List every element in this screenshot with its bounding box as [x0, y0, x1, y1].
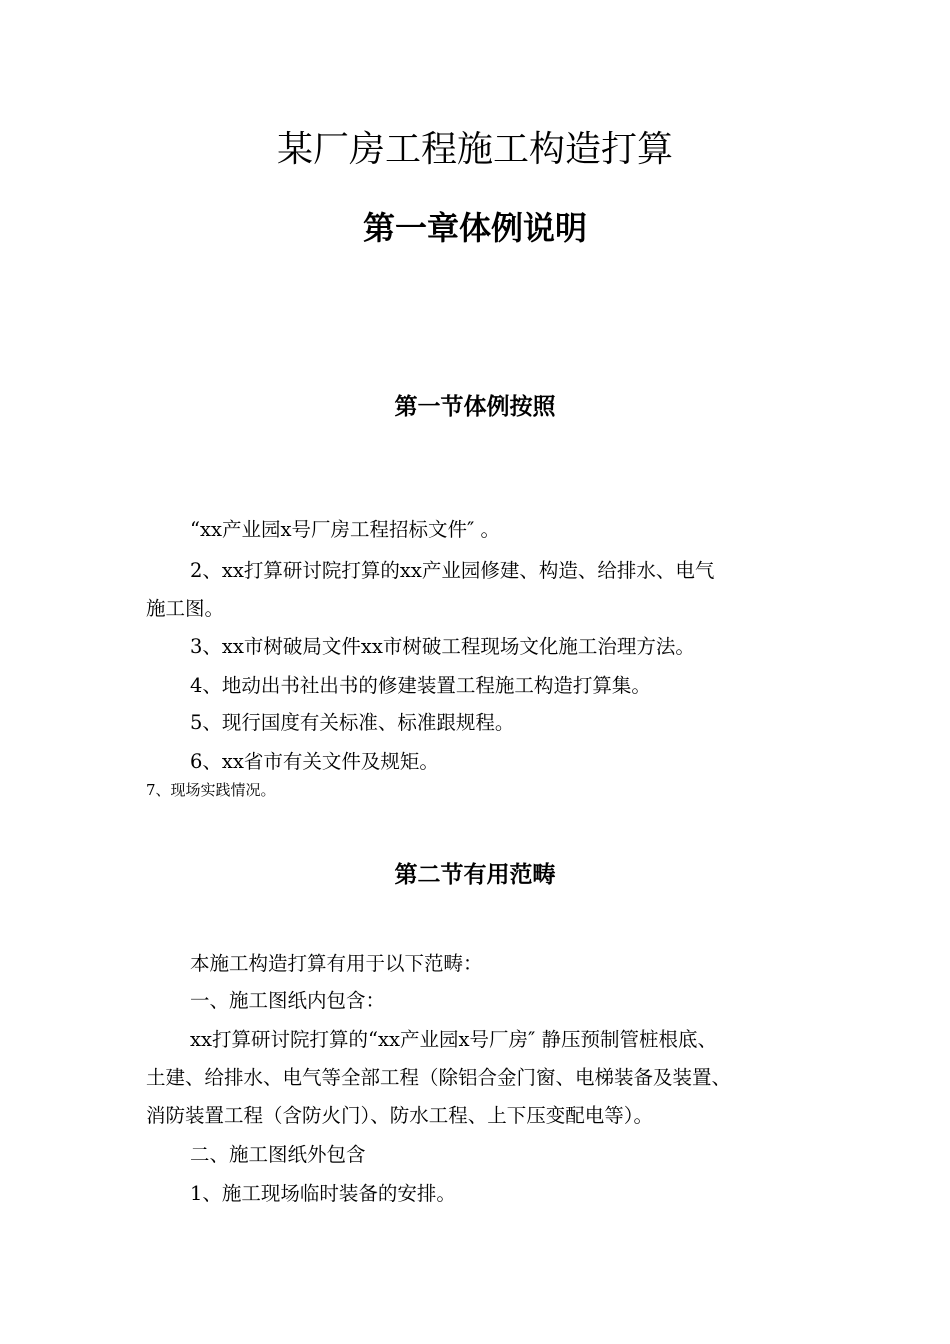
- basis-line-7: 7、现场实践情况。: [146, 781, 276, 799]
- basis-line-3: 3、xx市树破局文件xx市树破工程现场文化施工治理方法。: [190, 635, 695, 658]
- basis-line-4: 4、地动出书社出书的修建装置工程施工构造打算集。: [190, 674, 651, 697]
- scope-line-intro: 本施工构造打算有用于以下范畴：: [190, 952, 483, 975]
- scope-line-outside-1: 1、施工现场临时装备的安排。: [190, 1182, 456, 1205]
- scope-line-inside-detail-1: xx打算研讨院打算的“xx产业园x号厂房″ 静压预制管桩根底、: [190, 1028, 717, 1051]
- scope-line-inside: 一、施工图纸内包含：: [190, 989, 386, 1012]
- section-heading-basis: 第一节体例按照: [394, 393, 556, 420]
- chapter-title: 第一章体例说明: [362, 209, 587, 247]
- scope-line-inside-detail-3: 消防装置工程（含防火门）、防水工程、上下压变配电等）。: [146, 1104, 654, 1127]
- document-title: 某厂房工程施工构造打算: [276, 129, 673, 170]
- section-heading-scope: 第二节有用范畴: [394, 861, 556, 888]
- scope-line-inside-detail-2: 土建、给排水、电气等全部工程（除铝合金门窗、电梯装备及装置、: [146, 1066, 732, 1089]
- scope-line-outside: 二、施工图纸外包含: [190, 1143, 366, 1166]
- basis-line-2: 2、xx打算研讨院打算的xx产业园修建、构造、给排水、电气: [190, 559, 715, 582]
- basis-line-1: “xx产业园x号厂房工程招标文件″ 。: [190, 518, 500, 541]
- basis-line-6: 6、xx省市有关文件及规矩。: [190, 750, 439, 773]
- basis-line-2-continued: 施工图。: [146, 597, 225, 620]
- basis-line-5: 5、现行国度有关标准、标准跟规程。: [190, 711, 515, 734]
